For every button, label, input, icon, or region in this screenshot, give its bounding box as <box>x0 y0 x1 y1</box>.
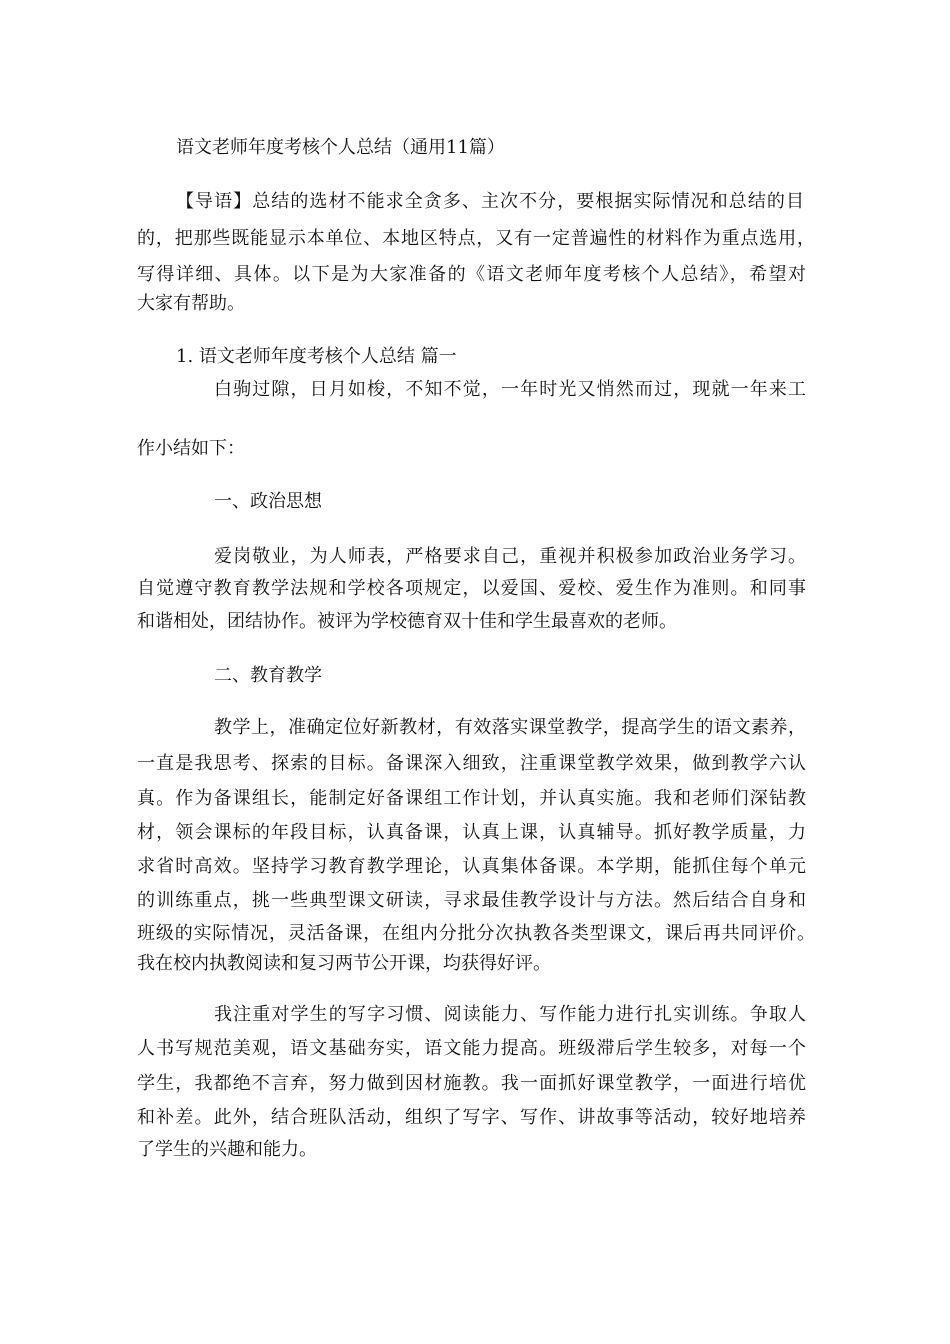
paragraph-line: 白驹过隙，日月如梭，不知不觉，一年时光又悄然而过，现就一年来工 <box>214 379 806 400</box>
paragraph-line: 学生，我都绝不言弃，努力做到因材施教。我一面抓好课堂教学，一面进行培优 <box>137 1073 806 1094</box>
intro-line: 【导语】总结的选材不能求全贪多、主次不分，要根据实际情况和总结的目 <box>176 191 804 212</box>
section-heading: 1. 语文老师年度考核个人总结 篇一 <box>176 346 457 367</box>
subheading-teaching: 二、教育教学 <box>214 665 322 686</box>
intro-line: 大家有帮助。 <box>137 293 245 314</box>
paragraph-line: 了学生的兴趣和能力。 <box>137 1139 317 1160</box>
paragraph-line: 的训练重点，挑一些典型课文研读，寻求最佳教学设计与方法。然后结合自身和 <box>137 890 806 911</box>
paragraph-line: 作小结如下： <box>137 438 245 459</box>
paragraph-line: 一直是我思考、探索的目标。备课深入细致，注重课堂教学效果，做到教学六认 <box>137 753 806 774</box>
intro-line: 的，把那些既能显示本单位、本地区特点，又有一定普遍性的材料作为重点选用， <box>137 228 815 249</box>
document-title: 语文老师年度考核个人总结（通用11篇） <box>176 137 505 158</box>
paragraph-line: 我注重对学生的写字习惯、阅读能力、写作能力进行扎实训练。争取人 <box>214 1004 806 1025</box>
paragraph-line: 班级的实际情况，灵活备课，在组内分批分次执教各类型课文，课后再共同评价。 <box>137 923 815 944</box>
paragraph-line: 爱岗敬业，为人师表，严格要求自己，重视并积极参加政治业务学习。 <box>214 546 806 567</box>
paragraph-line: 自觉遵守教育教学法规和学校各项规定，以爱国、爱校、爱生作为准则。和同事 <box>137 578 806 599</box>
subheading-politics: 一、政治思想 <box>214 491 322 512</box>
paragraph-line: 我在校内执教阅读和复习两节公开课，均获得好评。 <box>137 953 551 974</box>
paragraph-line: 和补差。此外，结合班队活动，组织了写字、写作、讲故事等活动，较好地培养 <box>137 1107 806 1128</box>
paragraph-line: 材，领会课标的年段目标，认真备课，认真上课，认真辅导。抓好教学质量，力 <box>137 822 806 843</box>
paragraph-line: 和谐相处，团结协作。被评为学校德育双十佳和学生最喜欢的老师。 <box>137 611 677 632</box>
paragraph-line: 教学上，准确定位好新教材，有效落实课堂教学，提高学生的语文素养， <box>214 717 806 738</box>
paragraph-line: 求省时高效。坚持学习教育教学理论，认真集体备课。本学期，能抓住每个单元 <box>137 856 806 877</box>
paragraph-line: 人书写规范美观，语文基础夯实，语文能力提高。班级滞后学生较多，对每一个 <box>137 1038 806 1059</box>
paragraph-line: 真。作为备课组长，能制定好备课组工作计划，并认真实施。我和老师们深钻教 <box>137 788 806 809</box>
intro-line: 写得详细、具体。以下是为大家准备的《语文老师年度考核个人总结》，希望对 <box>137 264 806 285</box>
